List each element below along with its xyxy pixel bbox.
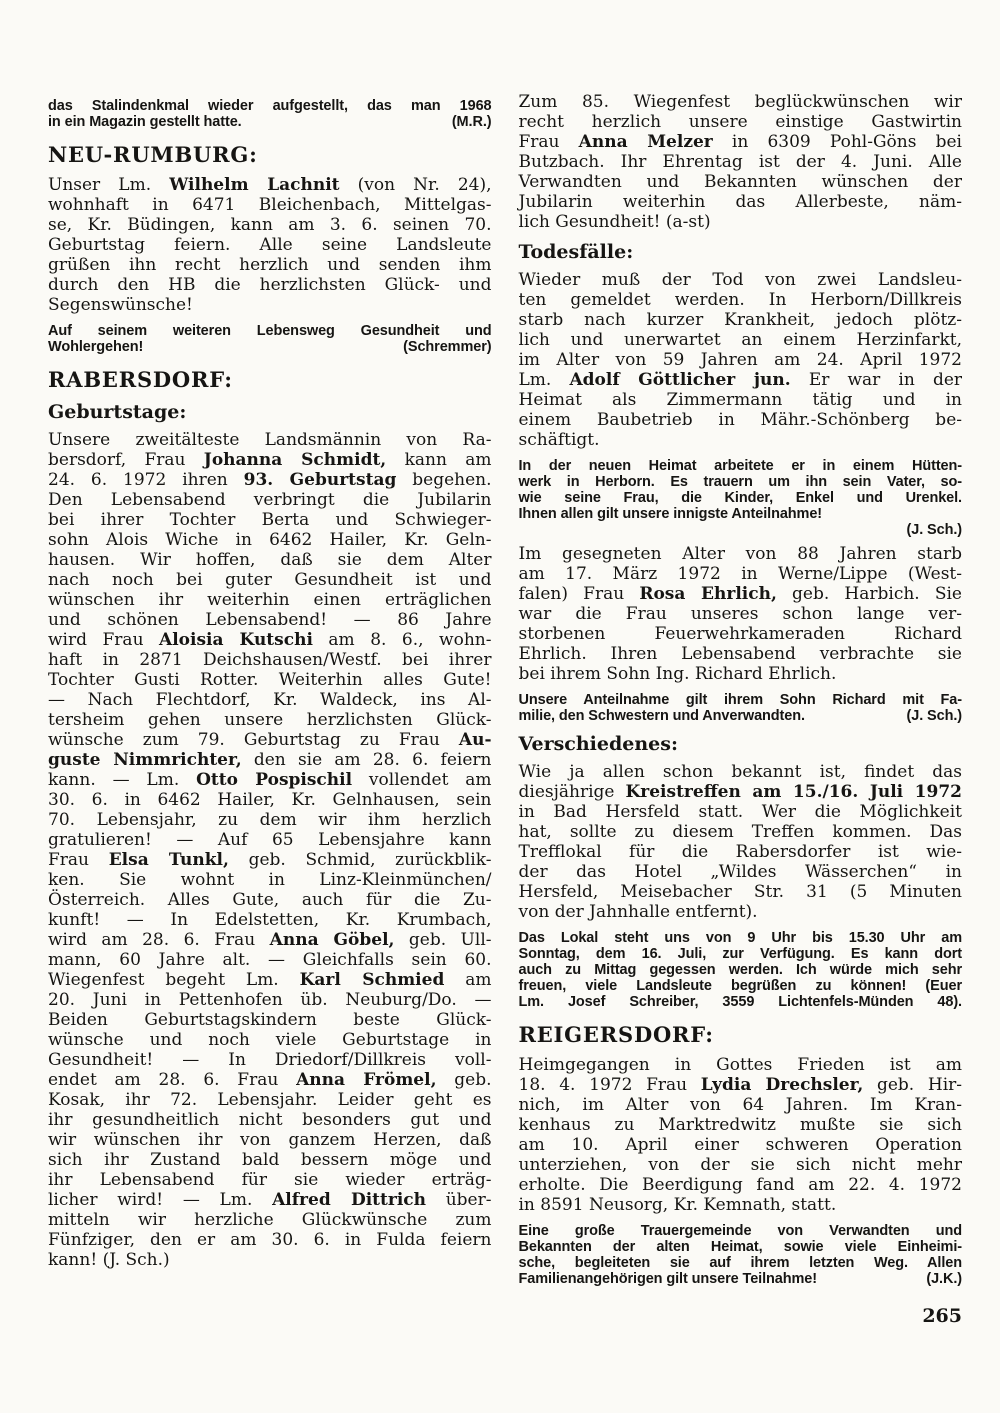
- text-line: Wie ja allen schon bekannt ist, findet das: [518, 762, 962, 782]
- text-line: 20. Juni in Pettenhofen üb. Neuburg/Do. —: [48, 990, 492, 1010]
- text-line: kenhaus zu Marktredwitz mußte sie sich: [518, 1115, 962, 1135]
- text-line: wünsche und noch viele Geburtstage in: [48, 1030, 492, 1050]
- text-line: wie seine Frau, die Kinder, Enkel und Urenkel.: [518, 490, 962, 506]
- note-paragraph: [519, 1223, 963, 1287]
- text-line: in 8591 Neusorg, Kr. Kemnath, statt.: [518, 1195, 837, 1215]
- text-line: Österreich. Alles Gute, auch für die Zu-: [48, 890, 492, 910]
- text-line: guste Nimmrichter, den sie am 28. 6. feiern: [48, 750, 492, 770]
- paragraph: [519, 544, 963, 684]
- text-line: Heimgegangen in Gottes Frieden ist am: [518, 1055, 962, 1075]
- text-line: endet am 28. 6. Frau Anna Frömel, geb.: [48, 1070, 492, 1090]
- text-line: Tochter Gusti Rotter. Weiterhin alles Gute!: [48, 670, 492, 690]
- column-right: [519, 92, 963, 1327]
- text-line: recht herzlich unsere einstige Gastwirtin: [518, 112, 962, 132]
- text-line: haft in 2871 Deichshausen/Westf. bei ihrer: [48, 650, 492, 670]
- paragraph: [519, 1055, 963, 1215]
- text-line: Im gesegneten Alter von 88 Jahren starb: [518, 544, 962, 564]
- text-line: nich, im Alter von 64 Jahren. Im Kran-: [518, 1095, 962, 1115]
- text-line: kann! (J. Sch.): [48, 1250, 170, 1270]
- text-line: von der Jahnhalle entfernt).: [518, 902, 758, 922]
- text-line: ten gemeldet werden. In Herborn/Dillkreis: [518, 290, 962, 310]
- text-line: Unsere zweitälteste Landsmännin von Ra-: [48, 430, 492, 450]
- paragraph: [519, 762, 963, 922]
- text-line: Sonntag, dem 16. Juli, zur Verfügung. Es kann dort: [518, 946, 962, 962]
- section-heading-rabersdorf: RABERSDORF:: [48, 367, 233, 392]
- section-heading-neu-rumburg: NEU-RUMBURG:: [48, 142, 258, 167]
- text-line: auch zu Mittag gegessen werden. Ich würde mich sehr: [518, 962, 962, 978]
- text-line: milie, den Schwestern und Anverwandten. (J. Sch.): [518, 708, 962, 724]
- text-line: 24. 6. 1972 ihren 93. Geburtstag begehen.: [48, 470, 492, 490]
- text-line: In der neuen Heimat arbeitete er in einem Hütten-: [518, 458, 962, 474]
- text-line: diesjährige Kreistreffen am 15./16. Juli 1972: [518, 782, 962, 802]
- note-paragraph: [48, 323, 492, 355]
- text-line: Frau Anna Melzer in 6309 Pohl-Göns bei: [518, 132, 962, 152]
- attribution: (J.K.): [926, 1271, 962, 1287]
- text-line: Bekannten der alten Heimat, sowie viele Einheimi-: [518, 1239, 962, 1255]
- text-line: Wieder muß der Tod von zwei Landsleu-: [518, 270, 962, 290]
- text-line: bei ihrem Sohn Ing. Richard Ehrlich.: [518, 664, 837, 684]
- text-line: einem Baubetrieb in Mähr.-Schönberg be-: [518, 410, 962, 430]
- text-line: licher wird! — Lm. Alfred Dittrich über-: [48, 1190, 492, 1210]
- text-line: ihr Lebensabend für sie wieder erträg-: [48, 1170, 492, 1190]
- text-line: lich Gesundheit! (a-st): [518, 212, 711, 232]
- text-line: sche, begleiteten sie auf ihrem letzten Weg. Allen: [518, 1255, 962, 1271]
- text-line: se, Kr. Büdingen, kann am 3. 6. seinen 70.: [48, 215, 492, 235]
- text-line: hat, sollte zu diesem Treffen kommen. Das: [518, 822, 962, 842]
- attribution: (J. Sch.): [906, 708, 962, 724]
- text-line: bersdorf, Frau Johanna Schmidt, kann am: [48, 450, 492, 470]
- text-line: kann. — Lm. Otto Pospischil vollendet am: [48, 770, 492, 790]
- text-line: starb nach kurzer Krankheit, jedoch plötz-: [518, 310, 962, 330]
- text-line: wohnhaft in 6471 Bleichenbach, Mittelgas-: [48, 195, 492, 215]
- text-line: am 17. März 1972 in Werne/Lippe (West-: [518, 564, 962, 584]
- text-line: bei ihrer Tochter Berta und Schwieger-: [48, 510, 492, 530]
- text-line: der das Hotel „Wildes Wässerchen“ in: [518, 862, 962, 882]
- note-paragraph: [519, 692, 963, 724]
- text-line: war die Frau unseres schon lange ver-: [518, 604, 962, 624]
- text-line: Segenswünsche!: [48, 295, 193, 315]
- text-line: mitteln wir herzliche Glückwünsche zum: [48, 1210, 492, 1230]
- text-line: Lm. Josef Schreiber, 3559 Lichtenfels-Münden 48).: [518, 994, 962, 1010]
- text-line: und schönen Lebensabend! — 86 Jahre: [48, 610, 492, 630]
- text-line: Trefflokal für die Rabersdorfer ist wie-: [518, 842, 962, 862]
- text-line: hausen. Wir hoffen, daß sie dem Alter: [48, 550, 492, 570]
- text-line: schäftigt.: [518, 430, 600, 450]
- section-heading-reigersdorf: REIGERSDORF:: [518, 1022, 714, 1047]
- column-left: [48, 92, 492, 1327]
- text-line: freuen, viele Landsleute begrüßen zu können! (Euer: [518, 978, 962, 994]
- paragraph: [519, 92, 963, 232]
- paragraph: [48, 175, 492, 315]
- text-line: [519, 522, 963, 538]
- text-line: grüßen ihn recht herzlich und senden ihm: [48, 255, 492, 275]
- text-line: Eine große Trauergemeinde von Verwandten und: [518, 1223, 962, 1239]
- text-line: falen) Frau Rosa Ehrlich, geb. Harbich. Sie: [518, 584, 962, 604]
- text-line: tersheim gehen unsere herzlichsten Glück-: [48, 710, 492, 730]
- text-line: Ihnen allen gilt unsere innigste Anteilnahme!: [518, 506, 823, 522]
- text-line: wünschen ihr weiterhin einen erträglichen: [48, 590, 492, 610]
- text-line: unterziehen, von der sie sich nicht mehr: [518, 1155, 962, 1175]
- attribution: (J. Sch.): [906, 522, 962, 538]
- text-line: am 10. April einer schweren Operation: [518, 1135, 962, 1155]
- text-line: 70. Lebensjahr, zu dem wir ihm herzlich: [48, 810, 492, 830]
- paragraph: [48, 430, 492, 1270]
- text-line: Kosak, ihr 72. Lebensjahr. Leider geht es: [48, 1090, 492, 1110]
- text-line: wird Frau Aloisia Kutschi am 8. 6., wohn-: [48, 630, 492, 650]
- text-line: Zum 85. Wiegenfest beglückwünschen wir: [518, 92, 962, 112]
- text-line: ken. Sie wohnt in Linz-Kleinmünchen/: [48, 870, 492, 890]
- paragraph: [519, 270, 963, 450]
- text-line: im Alter von 59 Jahren am 24. April 1972: [518, 350, 962, 370]
- page-number: 265: [922, 1305, 962, 1327]
- text-line: Familienangehörigen gilt unsere Teilnahme! (J.K.): [518, 1271, 962, 1287]
- text-line: in ein Magazin gestellt hatte. (M.R.): [48, 114, 492, 130]
- attribution: (M.R.): [451, 114, 492, 130]
- attribution: (Schremmer): [403, 339, 492, 355]
- text-line: wünsche zum 79. Geburtstag zu Frau Au-: [48, 730, 492, 750]
- text-line: ihr gesundheitlich nicht besonders gut und: [48, 1110, 492, 1130]
- section-heading-geburtstage: Geburtstage:: [48, 401, 187, 423]
- text-line: das Stalindenkmal wieder aufgestellt, das man 1968: [48, 98, 492, 114]
- text-line: Auf seinem weiteren Lebensweg Gesundheit und: [48, 323, 492, 339]
- text-line: Frau Elsa Tunkl, geb. Schmid, zurückblik-: [48, 850, 492, 870]
- text-line: Den Lebensabend verbringt die Jubilarin: [48, 490, 492, 510]
- text-line: Verwandten und Bekannten wünschen der: [518, 172, 962, 192]
- text-line: Gesundheit! — In Driedorf/Dillkreis voll-: [48, 1050, 492, 1070]
- text-line: werk in Herborn. Es trauern um ihn sein Vater, so-: [518, 474, 962, 490]
- text-line: lich und unerwartet an einem Herzinfarkt,: [518, 330, 962, 350]
- text-line: wir wünschen ihr von ganzem Herzen, daß: [48, 1130, 492, 1150]
- text-line: Jubilarin weiterhin das Allerbeste, näm-: [518, 192, 962, 212]
- text-line: Butzbach. Ihr Ehrentag ist der 4. Juni. Alle: [518, 152, 962, 172]
- text-line: Beiden Geburtstagskindern beste Glück-: [48, 1010, 492, 1030]
- text-line: mann, 60 Jahre alt. — Gleichfalls sein 60.: [48, 950, 492, 970]
- text-line: Heimat als Zimmermann tätig und in: [518, 390, 962, 410]
- text-line: sich ihr Zustand bald bessern möge und: [48, 1150, 492, 1170]
- text-line: kunft! — In Edelstetten, Kr. Krumbach,: [48, 910, 492, 930]
- text-line: wird am 28. 6. Frau Anna Göbel, geb. Ull-: [48, 930, 492, 950]
- text-line: Lm. Adolf Göttlicher jun. Er war in der: [518, 370, 963, 390]
- text-line: Hersfeld, Meisebacher Str. 31 (5 Minuten: [518, 882, 962, 902]
- text-line: erholte. Die Beerdigung fand am 22. 4. 1972: [518, 1175, 962, 1195]
- text-line: gratulieren! — Auf 65 Lebensjahre kann: [48, 830, 492, 850]
- text-line: nach noch bei guter Gesundheit ist und: [48, 570, 492, 590]
- text-line: sohn Alois Wiche in 6462 Hailer, Kr. Geln-: [48, 530, 492, 550]
- text-line: — Nach Flechtdorf, Kr. Waldeck, ins Al-: [48, 690, 492, 710]
- text-line: Geburtstag feiern. Alle seine Landsleute: [48, 235, 492, 255]
- text-line: Wiegenfest begeht Lm. Karl Schmied am: [48, 970, 492, 990]
- column-layout: [48, 92, 962, 1327]
- text-line: Fünfziger, den er am 30. 6. in Fulda feiern: [48, 1230, 492, 1250]
- text-line: Unsere Anteilnahme gilt ihrem Sohn Richard mit Fa-: [518, 692, 962, 708]
- note-paragraph: [519, 930, 963, 1010]
- section-heading-todesfälle: Todesfälle:: [518, 241, 634, 263]
- text-line: Wohlergehen! (Schremmer): [48, 339, 492, 355]
- text-line: storbenen Feuerwehrkameraden Richard: [518, 624, 962, 644]
- section-heading-verschiedenes: Verschiedenes:: [518, 733, 678, 755]
- text-line: Ehrlich. Ihren Lebensabend verbrachte sie: [518, 644, 962, 664]
- text-line: durch den HB die herzlichsten Glück- und: [48, 275, 492, 295]
- text-line: 18. 4. 1972 Frau Lydia Drechsler, geb. Hir-: [518, 1075, 962, 1095]
- text-line: Unser Lm. Wilhelm Lachnit (von Nr. 24),: [48, 175, 492, 195]
- note-paragraph: [48, 98, 492, 130]
- note-paragraph: [519, 458, 963, 538]
- text-line: in Bad Hersfeld statt. Wer die Möglichkeit: [518, 802, 962, 822]
- text-line: Das Lokal steht uns von 9 Uhr bis 15.30 Uhr am: [518, 930, 962, 946]
- text-line: 30. 6. in 6462 Hailer, Kr. Gelnhausen, sein: [48, 790, 492, 810]
